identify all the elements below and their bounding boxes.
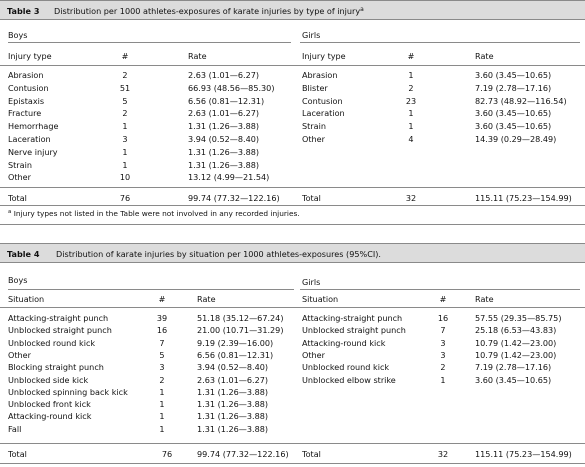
injury-type-cell: Abrasion [302, 70, 338, 80]
rate-cell: 1.31 (1.26—3.88) [197, 386, 269, 397]
table-row [0, 351, 585, 363]
table-4-girls-group-rule [300, 289, 580, 290]
count-cell: 3 [122, 134, 128, 144]
count-cell: 1 [408, 121, 414, 132]
table-4-total-rate-girls: 115.11 (75.23—154.99) [475, 449, 572, 459]
table-row [0, 363, 585, 375]
count-cell: 7 [440, 325, 446, 336]
table-3 [0, 0, 585, 225]
situation-cell: Unblocked straight punch [8, 325, 112, 336]
situation-cell: Attacking-round kick [8, 411, 92, 422]
rate-cell: 3.94 (0.52—8.40) [188, 134, 260, 144]
count-cell: 1 [159, 423, 165, 434]
situation-cell: Other [8, 349, 31, 360]
table-row [0, 161, 585, 173]
table-row [0, 97, 585, 109]
table-row [0, 388, 585, 400]
rate-cell: 2.63 (1.01—6.27) [188, 70, 260, 80]
rate-cell: 7.19 (2.78—17.16) [475, 362, 552, 373]
table-3-footnote [8, 210, 300, 217]
count-cell: 1 [440, 374, 446, 385]
table-4-total-label-girls: Total [302, 449, 321, 459]
rate-cell: 7.19 (2.78—17.16) [475, 82, 552, 93]
injury-type-cell: Strain [302, 121, 326, 132]
situation-cell: Other [302, 349, 325, 360]
situation-cell: Unblocked straight punch [302, 325, 406, 336]
table-3-header-injury-type-girls: Injury type [302, 51, 346, 61]
table-3-title-bar [0, 0, 585, 20]
situation-cell: Unblocked elbow strike [302, 374, 396, 385]
injury-type-cell: Other [8, 172, 31, 183]
situation-cell: Unblocked round kick [8, 337, 96, 348]
table-4-total-label-boys: Total [8, 449, 27, 459]
injury-type-cell: Abrasion [8, 70, 44, 80]
table-row [0, 173, 585, 185]
count-cell: 5 [122, 95, 128, 106]
count-cell: 1 [122, 121, 128, 132]
count-cell: 7 [159, 337, 165, 348]
count-cell: 1 [122, 159, 128, 170]
count-cell: 4 [408, 134, 414, 144]
count-cell: 2 [440, 362, 446, 373]
table-3-total-rule [0, 187, 585, 188]
rate-cell: 6.56 (0.81—12.31) [188, 95, 265, 106]
count-cell: 1 [122, 146, 128, 157]
injury-type-cell: Laceration [8, 134, 51, 144]
count-cell: 3 [440, 349, 446, 360]
table-4-header-rule [0, 307, 585, 308]
injury-type-cell: Other [302, 134, 325, 144]
table-4-title-bar [0, 243, 585, 263]
rate-cell: 25.18 (6.53—43.83) [475, 325, 557, 336]
rate-cell: 57.55 (29.35—85.75) [475, 313, 562, 323]
situation-cell: Attacking-straight punch [302, 313, 403, 323]
situation-cell: Unblocked spinning back kick [8, 386, 128, 397]
count-cell: 1 [159, 411, 165, 422]
rate-cell: 13.12 (4.99—21.54) [188, 172, 270, 183]
table-3-header-n-boys: # [121, 51, 129, 61]
rate-cell: 3.60 (3.45—10.65) [475, 374, 552, 385]
table-3-total-label-boys: Total [8, 193, 27, 203]
table-4-caption: Distribution of karate injuries by situation per 1000 athletes-exposures (95%CI). [56, 249, 381, 259]
table-3-label: Table 3 [7, 6, 40, 16]
rate-cell: 14.39 (0.29—28.49) [475, 134, 557, 144]
table-row [0, 425, 585, 437]
rate-cell: 1.31 (1.26—3.88) [188, 146, 260, 157]
count-cell: 1 [408, 108, 414, 119]
rate-cell: 21.00 (10.71—31.29) [197, 325, 284, 336]
rate-cell: 82.73 (48.92—116.54) [475, 95, 567, 106]
situation-cell: Unblocked round kick [302, 362, 390, 373]
count-cell: 1 [159, 399, 165, 410]
rate-cell: 2.63 (1.01—6.27) [188, 108, 260, 119]
rate-cell: 1.31 (1.26—3.88) [188, 159, 260, 170]
table-row [0, 109, 585, 121]
table-4-total-rule [0, 443, 585, 444]
table-3-header-rate-boys: Rate [188, 51, 207, 61]
rate-cell: 9.19 (2.39—16.00) [197, 337, 274, 348]
table-4-group-girls: Girls [302, 277, 321, 287]
table-4-header-situation-girls: Situation [302, 294, 339, 304]
table-row [0, 84, 585, 96]
table-4-header-n-girls: # [439, 294, 447, 304]
injury-type-cell: Fracture [8, 108, 42, 119]
table-4-header-rate-boys: Rate [197, 294, 216, 304]
rate-cell: 3.60 (3.45—10.65) [475, 108, 552, 119]
count-cell: 3 [159, 362, 165, 373]
count-cell: 39 [156, 313, 168, 323]
table-4-header-situation-boys: Situation [8, 294, 45, 304]
count-cell: 1 [159, 386, 165, 397]
table-row [0, 400, 585, 412]
table-3-footnote-text: Injury types not listed in the Table were not involved in any recorded injuries. [13, 209, 300, 218]
count-cell: 16 [156, 325, 168, 336]
count-cell: 23 [405, 95, 417, 106]
table-3-total-label-girls: Total [302, 193, 321, 203]
table-row [0, 135, 585, 147]
table-3-bottom-rule [0, 205, 585, 206]
table-3-header-injury-type-boys: Injury type [8, 51, 52, 61]
table-3-end-rule [0, 224, 585, 225]
count-cell: 2 [408, 82, 414, 93]
table-3-footnote-mark: a [8, 209, 12, 215]
injury-type-cell: Contusion [302, 95, 343, 106]
rate-cell: 3.94 (0.52—8.40) [197, 362, 269, 373]
count-cell: 3 [440, 337, 446, 348]
table-3-total-n-boys: 76 [119, 193, 131, 203]
injury-type-cell: Hemorrhage [8, 121, 59, 132]
situation-cell: Attacking-straight punch [8, 313, 109, 323]
table-3-caption [54, 7, 364, 15]
table-4-bottom-rule [0, 463, 585, 464]
table-4-total-rate-boys: 99.74 (77.32—122.16) [197, 449, 289, 459]
injury-type-cell: Blister [302, 82, 328, 93]
situation-cell: Unblocked side kick [8, 374, 89, 385]
rate-cell: 1.31 (1.26—3.88) [197, 423, 269, 434]
injury-type-cell: Nerve injury [8, 146, 58, 157]
table-4-header-rate-girls: Rate [475, 294, 494, 304]
table-3-header-rule [0, 65, 585, 66]
table-row [0, 326, 585, 338]
count-cell: 5 [159, 349, 165, 360]
rate-cell: 6.56 (0.81—12.31) [197, 349, 274, 360]
table-3-header-n-girls: # [407, 51, 415, 61]
table-row [0, 71, 585, 83]
situation-cell: Fall [8, 423, 22, 434]
table-row [0, 148, 585, 160]
table-row [0, 122, 585, 134]
situation-cell: Unblocked front kick [8, 399, 91, 410]
table-4-boys-group-rule [8, 289, 294, 290]
count-cell: 1 [408, 70, 414, 80]
injury-type-cell: Contusion [8, 82, 49, 93]
table-3-header-rate-girls: Rate [475, 51, 494, 61]
table-3-group-boys: Boys [8, 30, 28, 40]
count-cell: 51 [119, 82, 131, 93]
rate-cell: 2.63 (1.01—6.27) [197, 374, 269, 385]
table-row [0, 376, 585, 388]
table-4-total-n-boys: 76 [161, 449, 173, 459]
count-cell: 16 [437, 313, 449, 323]
rate-cell: 3.60 (3.45—10.65) [475, 70, 552, 80]
rate-cell: 51.18 (35.12—67.24) [197, 313, 284, 323]
table-3-boys-group-rule [8, 42, 291, 43]
table-3-total-rate-boys: 99.74 (77.32—122.16) [188, 193, 280, 203]
table-row [0, 412, 585, 424]
table-3-group-girls: Girls [302, 30, 321, 40]
count-cell: 2 [159, 374, 165, 385]
situation-cell: Blocking straight punch [8, 362, 104, 373]
count-cell: 10 [119, 172, 131, 183]
injury-type-cell: Laceration [302, 108, 345, 119]
count-cell: 2 [122, 108, 128, 119]
injury-type-cell: Strain [8, 159, 32, 170]
table-3-total-rate-girls: 115.11 (75.23—154.99) [475, 193, 572, 203]
table-3-caption-text: Distribution per 1000 athletes-exposures of karate injuries by type of injury [54, 6, 361, 16]
count-cell: 2 [122, 70, 128, 80]
rate-cell: 3.60 (3.45—10.65) [475, 121, 552, 132]
rate-cell: 1.31 (1.26—3.88) [197, 399, 269, 410]
table-4 [0, 243, 585, 467]
table-3-total-n-girls: 32 [405, 193, 417, 203]
rate-cell: 1.31 (1.26—3.88) [197, 411, 269, 422]
table-4-group-boys: Boys [8, 275, 28, 285]
table-3-caption-footnote-mark: a [360, 6, 364, 13]
rate-cell: 10.79 (1.42—23.00) [475, 349, 557, 360]
table-4-total-n-girls: 32 [437, 449, 449, 459]
rate-cell: 1.31 (1.26—3.88) [188, 121, 260, 132]
table-4-label: Table 4 [7, 249, 40, 259]
rate-cell: 66.93 (48.56—85.30) [188, 82, 275, 93]
injury-type-cell: Epistaxis [8, 95, 45, 106]
rate-cell: 10.79 (1.42—23.00) [475, 337, 557, 348]
table-row [0, 314, 585, 326]
table-row [0, 339, 585, 351]
table-3-girls-group-rule [300, 42, 580, 43]
situation-cell: Attacking-round kick [302, 337, 386, 348]
table-4-header-n-boys: # [158, 294, 166, 304]
